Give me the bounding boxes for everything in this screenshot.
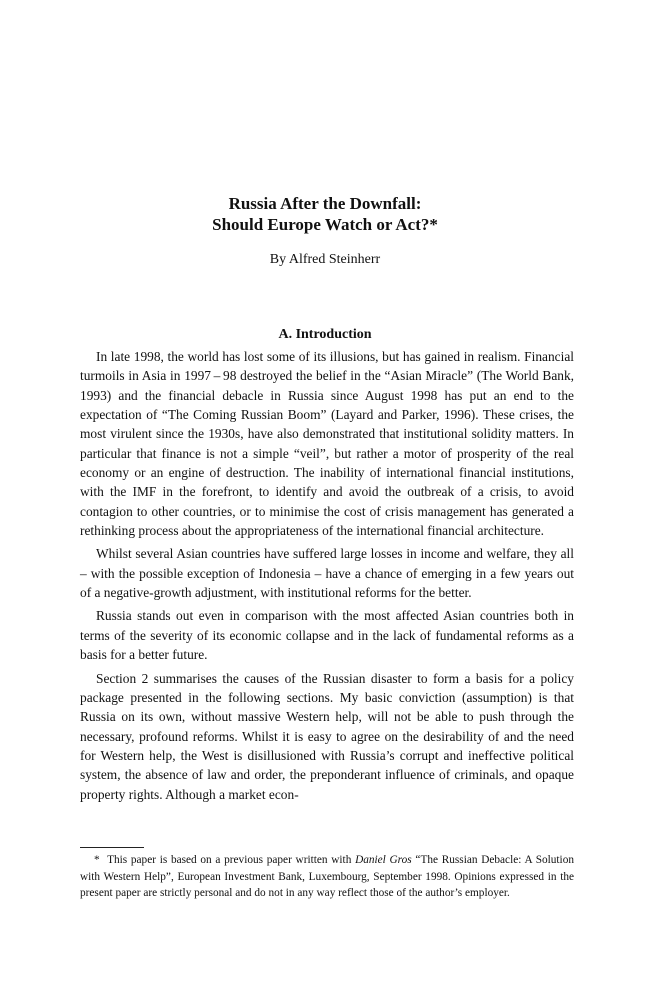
paragraph: Section 2 summarises the causes of the Russian disaster to form a basis for a policy package presented in the following sections. My basic conviction (assumption) is that Russia on its own, without massive Western help, will not be able to push through the necessary, profound reforms. Whilst it is easy to agree on the desirability of and the need for Western help, the West is disillusioned with Russia’s corrupt and ineffective political system, the absence of law and order, the preponderant influence of criminals, and opaque property rights. Although a market econ-	[80, 670, 574, 802]
footnote-text-start: This paper is based on a previous paper written with	[107, 854, 356, 866]
paragraph: In late 1998, the world has lost some of its illusions, but has gained in realism. Financial turmoils in Asia in 1997 – 98 destroyed the belief in the “Asian Miracle” (The World Bank, 1993) and the financial debacle in Russia since August 1998 has put an end to the expectation of “The Coming Russian Boom” (Layard and Parker, 1996). These crises, the most virulent since the 1930s, have also demonstrated that institutional solidity matters. In particular that finance is not a simple “veil”, but rather a motor of prosperity of the real economy or an engine of destruction. The inability of international financial institutions, with the IMF in the forefront, to identify and avoid the outbreak of a crisis, to avoid contagion to other countries, or to minimise the cost of crisis management has generated a rethinking process about the appropriateness of the international financial architecture.	[80, 349, 574, 539]
footnote-text-end: “The Russian Debacle: A Solution with Western Help”, European Investment Bank, Luxembourg, September 1998. Opinions expressed in the present paper are strictly personal and do not in any way reflect those of the author’s employer.	[80, 854, 574, 899]
paragraph: Whilst several Asian countries have suffered large losses in income and welfare, they all – with the possible exception of Indonesia – have a chance of emerging in a few years out of a negative-growth adjustment, with institutional reforms for the better.	[80, 546, 574, 601]
footnote	[80, 852, 574, 902]
body-text	[80, 347, 574, 808]
section-heading: A. Introduction	[278, 326, 372, 342]
footnote-cited-author: Daniel Gros	[355, 854, 412, 866]
footnote-divider	[80, 847, 144, 848]
footnote-marker: *	[94, 854, 100, 866]
paragraph: Russia stands out even in comparison with the most affected Asian countries both in terms of the severity of its economic collapse and in the lack of fundamental reforms as a basis for a better future.	[80, 608, 574, 663]
paper-title-line-1: Russia After the Downfall:	[228, 194, 422, 213]
author-byline: By Alfred Steinherr	[269, 252, 381, 267]
paper-title-line-2: Should Europe Watch or Act?*	[212, 215, 438, 234]
